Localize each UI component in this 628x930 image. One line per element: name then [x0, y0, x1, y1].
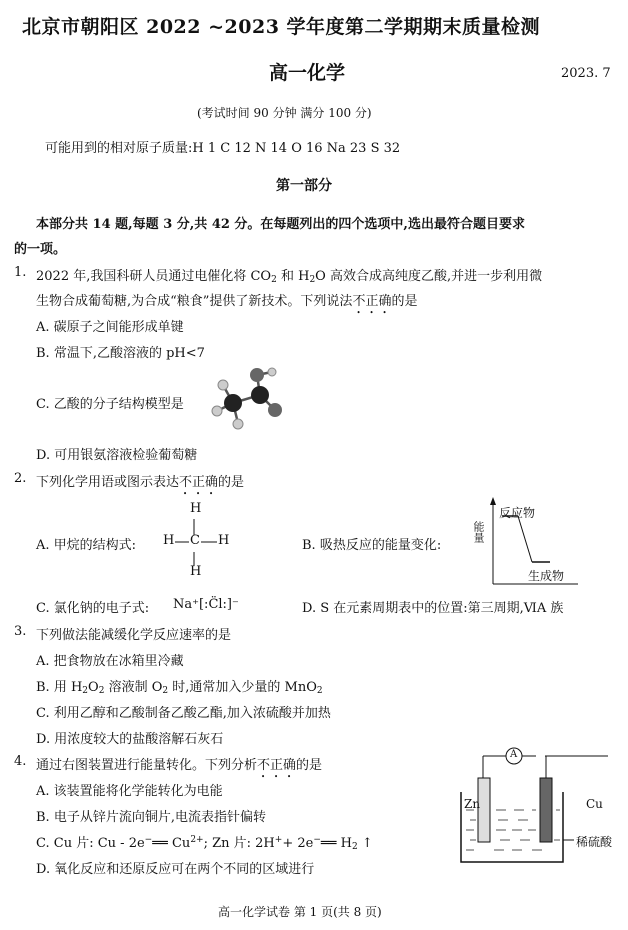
- q3-stem: 下列做法能减缓化学反应速率的是: [36, 628, 232, 643]
- exam-info: (考试时间 90 分钟 满分 100 分): [197, 106, 372, 120]
- q4-number: 4.: [14, 754, 27, 769]
- q2-option-c-label: C. 氯化钠的电子式:: [36, 601, 150, 616]
- reactant-label: 反应物: [499, 506, 536, 520]
- acetic-acid-model-image: [210, 363, 290, 435]
- exam-date: 2023. 7: [561, 66, 611, 81]
- q3-number: 3.: [14, 624, 27, 639]
- q1-option-c: C. 乙酸的分子结构模型是: [36, 397, 184, 412]
- exam-title: 北京市朝阳区 2022 ~2023 学年度第二学期期末质量检测: [22, 16, 541, 38]
- q2-stem: 下列化学用语或图示表达不正确的是: [36, 475, 245, 490]
- section-intro-line2: 的一项。: [14, 242, 67, 257]
- q1-stem-line2: 生物合成葡萄糖,为合成“粮食”提供了新技术。下列说法不正确的是: [36, 294, 418, 309]
- q4-option-a: A. 该装置能将化学能转化为电能: [36, 784, 223, 799]
- zn-electrode-label: Zn: [464, 797, 481, 811]
- q1-option-b: B. 常温下,乙酸溶液的 pH<7: [36, 346, 205, 361]
- q1-number: 1.: [14, 265, 27, 280]
- methane-structural-formula: H H C H H: [163, 501, 230, 579]
- section-intro-line1: 本部分共 14 题,每题 3 分,共 42 分。在每题列出的四个选项中,选出最符合题目要求: [36, 217, 525, 232]
- q2-option-b-label: B. 吸热反应的能量变化:: [302, 538, 442, 553]
- dilute-sulfuric-acid-label: 稀硫酸: [576, 835, 613, 849]
- q3-option-b: B. 用 $H_2O_2$ 溶液制 $O_2$ 时,通常加入少量的 MnO$_2$: [36, 680, 323, 696]
- q2-option-a-label: A. 甲烷的结构式:: [36, 538, 137, 553]
- atomic-masses: 可能用到的相对原子质量:H 1 C 12 N 14 O 16 Na 23 S 32: [45, 141, 401, 156]
- subject-title: 高一化学: [269, 62, 346, 84]
- q3-option-a: A. 把食物放在冰箱里冷藏: [36, 654, 184, 669]
- q4-stem: 通过右图装置进行能量转化。下列分析不正确的是: [36, 758, 323, 773]
- q3-option-c: C. 利用乙醇和乙酸制备乙酸乙酯,加入浓硫酸并加热: [36, 706, 331, 721]
- product-label: 生成物: [528, 569, 565, 583]
- q1-option-d: D. 可用银氨溶液检验葡萄糖: [36, 448, 198, 463]
- cu-electrode-label: Cu: [586, 797, 603, 811]
- q3-option-d: D. 用浓度较大的盐酸溶解石灰石: [36, 732, 224, 747]
- ammeter-icon: A: [510, 749, 518, 760]
- q4-option-d: D. 氧化反应和还原反应可在两个不同的区域进行: [36, 862, 315, 877]
- page-footer: 高一化学试卷 第 1 页(共 8 页): [218, 905, 382, 919]
- q4-option-c: C. Cu 片: Cu - 2e−══ $Cu^{2+}$; Zn 片: 2H++ 2e−══ $H_2$ ↑: [36, 835, 373, 852]
- q1-option-a: A. 碳原子之间能形成单键: [36, 320, 184, 335]
- q2-option-d: D. S 在元素周期表中的位置:第三周期,ⅥA 族: [302, 601, 564, 616]
- energy-axis-label: 能量: [472, 521, 485, 543]
- nacl-electron-formula: Na⁺[:C̈l:]⁻: [173, 597, 239, 612]
- q1-stem-line1: 2022 年,我国科研人员通过电催化将 $CO_2$ 和 $H_2O$ 高效合成高纯度乙酸,并进一步利用微: [36, 269, 543, 285]
- q4-option-b: B. 电子从锌片流向铜片,电流表指针偏转: [36, 810, 266, 825]
- section-title: 第一部分: [276, 178, 332, 194]
- q2-number: 2.: [14, 471, 27, 486]
